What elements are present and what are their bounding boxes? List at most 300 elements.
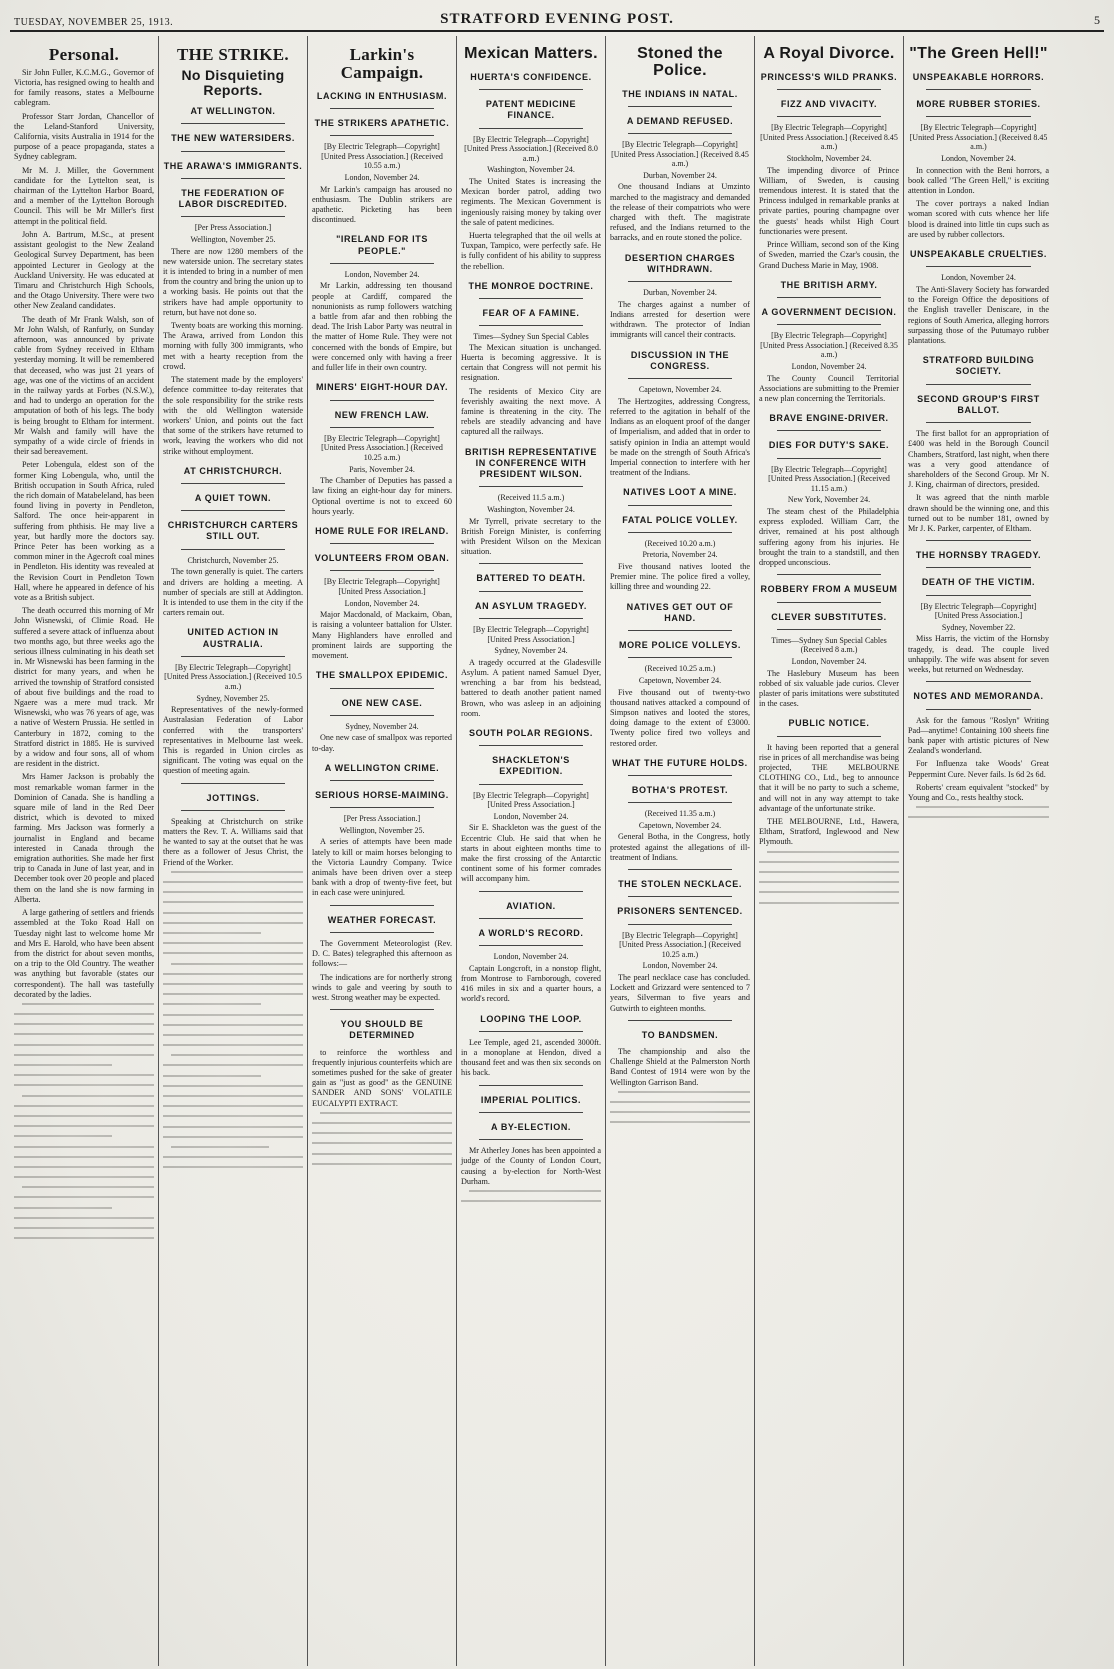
- article-paragraph: The cover portrays a naked Indian woman scored with cuts whence her life blood is drained into little tin cups such as are used by rubber collectors.: [908, 199, 1049, 239]
- article-paragraph: One thousand Indians at Umzinto marched to the magistracy and demanded the release of their compatriots who were charged with theft. The magistrate refused, and the Indians returned to the barracks, and en route stoned the police.: [610, 182, 750, 243]
- text-line: [759, 902, 899, 904]
- article-paragraph: The town generally is quiet. The carters and drivers are holding a meeting. A number of specials are still at Addington. It is intended to use them in the city if the carters remain out.: [163, 567, 303, 618]
- divider: [330, 715, 434, 716]
- divider: [926, 567, 1031, 568]
- text-line: [610, 1101, 750, 1103]
- article-paragraph: The residents of Mexico City are feverishly awaiting the next move. A famine is threatening in the city. The rebels are steadily advancing and have captured all the railways.: [461, 386, 601, 437]
- section-headline: UNSPEAKABLE HORRORS.: [912, 71, 1045, 82]
- page-number: 5: [1094, 13, 1100, 27]
- column-1: [10, 36, 159, 1666]
- divider: [479, 618, 583, 619]
- dateline: London, November 24.: [344, 269, 420, 279]
- article-paragraph: It having been reported that a general rise in prices of all merchandise was being projected, THE MELBOURNE CLOTHING CO., Ltd., beg to announce that it will be no party to such a scheme, and will not in any way attempt to take advantage of the unfortunate strike.: [759, 742, 899, 813]
- divider: [926, 709, 1031, 710]
- text-line: [163, 1024, 303, 1026]
- divider: [181, 483, 285, 484]
- columns: [10, 36, 1104, 1666]
- divider: [926, 422, 1031, 423]
- wire-source: [By Electric Telegraph—Copyright] [United Press Association.]: [324, 577, 440, 597]
- divider: [330, 905, 434, 906]
- divider: [777, 89, 881, 90]
- section-headline: PRISONERS SENTENCED.: [617, 906, 743, 917]
- article-paragraph: In connection with the Beni horrors, a book called "The Green Hell," is exciting attention in London.: [908, 165, 1049, 196]
- section-headline: A QUIET TOWN.: [194, 492, 272, 503]
- section-headline: "IRELAND FOR ITS PEOPLE.": [336, 234, 428, 256]
- divider: [479, 486, 583, 487]
- dateline: Sydney, November 24.: [345, 721, 419, 731]
- section-headline: THE INDIANS IN NATAL.: [622, 88, 738, 99]
- text-line: [14, 1166, 154, 1168]
- article-paragraph: Roberts' cream equivalent "stocked" by Young and Co., rests healthy stock.: [908, 782, 1049, 802]
- text-filler: [759, 851, 899, 904]
- section-headline: BRITISH REPRESENTATIVE IN CONFERENCE WITH PRESIDENT WILSON.: [465, 446, 597, 480]
- divider: [628, 657, 732, 658]
- issue-date: TUESDAY, NOVEMBER 25, 1913.: [14, 17, 174, 28]
- text-line: [14, 1207, 112, 1209]
- divider: [479, 918, 583, 919]
- divider: [330, 780, 434, 781]
- text-line: [163, 922, 303, 924]
- article-paragraph: Major Macdonald, of Mackairn, Oban, is raising a volunteer battalion for Ulster. Many Highlanders have enrolled and prominent lairds are supporting the movement.: [312, 610, 452, 661]
- divider: [777, 297, 881, 298]
- article-paragraph: Representatives of the newly-formed Australasian Federation of Labor conferred with the transporters' representatives in Melbourne last week. This is regarded in Union circles as significant. The voting was equal on the question of meeting again.: [163, 705, 303, 776]
- text-line: [163, 1136, 303, 1138]
- article-paragraph: Mr Larkin, addressing ten thousand people at Cardiff, compared the nonunionists as rump followers watching a battle from afar and then robbing the dead. The Irish Labor Party was neutral in the matter of Home Rule. They were not concerned with the bonds of Empire, but were concerned only with having a freer and fuller life in their own country.: [312, 281, 452, 373]
- divider: [628, 869, 732, 870]
- divider: [479, 1112, 583, 1113]
- divider: [926, 89, 1031, 90]
- divider: [479, 1085, 583, 1086]
- article-paragraph: Mr Larkin's campaign has aroused no enthusiasm. The Dublin strikers are apathetic. Picketing has been discontinued.: [312, 184, 452, 225]
- text-line: [14, 1176, 154, 1178]
- divider: [926, 384, 1031, 385]
- text-filler: [312, 1112, 452, 1165]
- divider: [479, 784, 583, 785]
- dateline: Capetown, November 24.: [638, 385, 722, 395]
- text-line: [312, 1132, 452, 1134]
- dateline: New York, November 24.: [787, 495, 871, 505]
- text-line: [14, 1044, 154, 1046]
- divider: [479, 1031, 583, 1032]
- text-line: [163, 1044, 303, 1046]
- divider: [330, 932, 434, 933]
- dateline: Durban, November 24.: [643, 170, 717, 180]
- divider: [479, 325, 583, 326]
- article-paragraph: to reinforce the worthless and frequently injurious counterfeits which are sometimes pushed for the sake of greater gain as "just as good" as the GENUINE SANDER AND SONS' VOLATILE EUCALYPTI EXTRACT.: [312, 1047, 452, 1108]
- text-filler: [14, 1003, 154, 1239]
- text-filler: [461, 1190, 601, 1202]
- section-headline: DESERTION CHARGES WITHDRAWN.: [624, 252, 736, 274]
- text-line: [163, 1085, 303, 1087]
- article-paragraph: Sir John Fuller, K.C.M.G., Governor of Victoria, has resigned owing to health and for family reasons, states a Melbourne cablegram.: [14, 67, 154, 108]
- divider: [628, 1020, 732, 1021]
- article-paragraph: The Anti-Slavery Society has forwarded to the Foreign Office the depositions of the English traveller Deniscare, in the regions of South America, alleging horrors surpassing those of the Putumayo rubber plantations.: [908, 284, 1049, 345]
- dateline: London, November 24.: [642, 961, 718, 971]
- text-line: [14, 1023, 154, 1025]
- section-headline: YOU SHOULD BE DETERMINED: [340, 1019, 424, 1041]
- section-headline: LACKING IN ENTHUSIASM.: [316, 90, 448, 101]
- divider: [926, 266, 1031, 267]
- section-headline: SERIOUS HORSE-MAIMING.: [315, 790, 449, 801]
- column-subheading: No Disquieting Reports.: [181, 66, 285, 98]
- text-line: [163, 901, 303, 903]
- dateline: London, November 24.: [791, 656, 867, 666]
- dateline: Washington, November 24.: [487, 165, 575, 175]
- text-line: [14, 1105, 154, 1107]
- divider: [479, 89, 583, 90]
- dateline: Capetown, November 24.: [638, 675, 722, 685]
- divider: [181, 151, 285, 152]
- article-paragraph: Captain Longcroft, in a nonstop flight, from Montrose to Farnborough, covered 416 miles in six and a quarter hours, a world's record.: [461, 963, 601, 1004]
- text-line: [908, 816, 1049, 818]
- text-filler: [908, 806, 1049, 818]
- text-line: [163, 993, 303, 995]
- text-line: [14, 1033, 154, 1035]
- text-line: [163, 1034, 303, 1036]
- divider: [330, 135, 434, 136]
- section-headline: A DEMAND REFUSED.: [626, 115, 734, 126]
- wire-source: [By Electric Telegraph—Copyright] [United Press Association.] (Received 8.45 a.m.): [611, 140, 749, 169]
- divider: [479, 563, 583, 564]
- column-heading: Stoned the Police.: [637, 45, 723, 79]
- article-paragraph: The Mexican situation is unchanged. Huerta is becoming aggressive. It is certain that Congress will not permit his resignation.: [461, 342, 601, 383]
- text-line: [22, 1186, 154, 1188]
- text-line: [171, 871, 303, 873]
- article-paragraph: One new case of smallpox was reported to-day.: [312, 733, 452, 753]
- text-line: [163, 952, 303, 954]
- wire-source: [By Electric Telegraph—Copyright] [United Press Association.] (Received 10.25 a.m.): [321, 433, 443, 462]
- section-headline: A GOVERNMENT DECISION.: [761, 306, 897, 317]
- article-paragraph: Ask for the famous "Roslyn" Writing Pad—anytime! Containing 100 sheets fine bank paper with artistic pictures of New Zealand's wonderland.: [908, 715, 1049, 756]
- article-paragraph: There are now 1280 members of the new waterside union. The secretary states it is intended to bring in a number of men from the country and bring the union up to a working basis. He points out that the strikers have had ample opportunity to return, but have not done so.: [163, 246, 303, 317]
- divider: [479, 128, 583, 129]
- divider: [330, 400, 434, 401]
- text-line: [163, 1115, 303, 1117]
- section-headline: STRATFORD BUILDING SOCIETY.: [922, 355, 1035, 377]
- article-paragraph: Huerta telegraphed that the oil wells at Tuxpan, Tampico, were perfectly safe. He is fully confident of his ability to suppress the rebellion.: [461, 230, 601, 271]
- divider: [181, 123, 285, 124]
- divider: [479, 891, 583, 892]
- divider: [926, 681, 1031, 682]
- section-headline: HOME RULE FOR IRELAND.: [315, 525, 449, 536]
- divider: [777, 574, 881, 575]
- dateline: Stockholm, November 24.: [786, 154, 872, 164]
- text-line: [163, 1003, 261, 1005]
- section-headline: THE HORNSBY TRAGEDY.: [915, 550, 1042, 561]
- text-line: [163, 1095, 303, 1097]
- text-line: [916, 806, 1049, 808]
- wire-source: [By Electric Telegraph—Copyright] [United Press Association.] (Received 11.15 a.m.): [768, 464, 890, 493]
- article-paragraph: A series of attempts have been made lately to kill or maim horses belonging to the Victoria Laundry Company. Twice animals have been driven over a steep bank with a drop of twenty-five feet, but in each case were uninjured.: [312, 837, 452, 898]
- masthead: [10, 6, 1104, 32]
- wire-source: [Per Press Association.]: [343, 814, 421, 824]
- article-paragraph: Prince William, second son of the King of Sweden, married the Czar's cousin, the Grand Duchess Marie in May, 1908.: [759, 240, 899, 270]
- section-headline: BRAVE ENGINE-DRIVER.: [769, 413, 889, 424]
- section-headline: BATTERED TO DEATH.: [476, 573, 586, 584]
- column-6: [755, 36, 904, 1666]
- section-headline: HUERTA'S CONFIDENCE.: [470, 71, 592, 82]
- section-headline: SOUTH POLAR REGIONS.: [468, 727, 593, 738]
- section-headline: CLEVER SUBSTITUTES.: [771, 611, 887, 622]
- divider: [479, 591, 583, 592]
- text-line: [163, 1126, 303, 1128]
- text-line: [759, 871, 899, 873]
- text-line: [469, 1190, 601, 1192]
- text-line: [14, 1135, 112, 1137]
- divider: [628, 896, 732, 897]
- article-paragraph: The Government Meteorologist (Rev. D. C. Bates) telegraphed this afternoon as follows:—: [312, 938, 452, 969]
- divider: [181, 178, 285, 179]
- dateline: Pretoria, November 24.: [642, 550, 718, 560]
- dateline: London, November 24.: [344, 598, 420, 608]
- dateline: Paris, November 24.: [349, 464, 415, 474]
- section-headline: THE NEW WATERSIDERS.: [171, 133, 295, 144]
- text-line: [759, 861, 899, 863]
- text-line: [22, 1095, 154, 1097]
- section-headline: UNSPEAKABLE CRUELTIES.: [909, 249, 1048, 260]
- section-headline: DIES FOR DUTY'S SAKE.: [768, 440, 890, 451]
- section-headline: UNITED ACTION IN AUSTRALIA.: [187, 627, 279, 649]
- dateline: London, November 24.: [791, 361, 867, 371]
- wire-source: [By Electric Telegraph—Copyright] [United Press Association.] (Received 8.45 a.m.): [760, 123, 898, 152]
- divider: [628, 505, 732, 506]
- wire-source: [By Electric Telegraph—Copyright] [United Press Association.] (Received 8.45 a.m.): [909, 123, 1048, 152]
- text-line: [320, 1112, 452, 1114]
- article-paragraph: Mr M. J. Miller, the Government candidate for the Lyttelton seat, is chairman of the Lyttelton Harbor Board, and a member of the Lyttelton Borough Council. This will be Mr Miller's first attempt in the political field.: [14, 165, 154, 226]
- divider: [628, 775, 732, 776]
- text-line: [163, 973, 303, 975]
- text-line: [312, 1122, 452, 1124]
- section-headline: ONE NEW CASE.: [341, 697, 423, 708]
- article-paragraph: The steam chest of the Philadelphia express exploded. William Carr, the driver, remained at his post although suffering agony from his injuries. He brought the train to a standstill, and then dropped unconscious.: [759, 507, 899, 568]
- dateline: Christchurch, November 25.: [187, 555, 279, 565]
- article-paragraph: The charges against a number of Indians arrested for desertion were withdrawn. The protector of Indian immigrants will cancel their contracts.: [610, 299, 750, 340]
- text-line: [14, 1054, 154, 1056]
- text-line: [312, 1142, 452, 1144]
- divider: [777, 736, 881, 737]
- section-headline: THE STRIKERS APATHETIC.: [314, 117, 450, 128]
- text-line: [618, 1091, 750, 1093]
- wire-source: (Received 10.20 a.m.): [644, 538, 716, 548]
- article-paragraph: Peter Lobengula, eldest son of the former King Lobengula, who, until the British occupation in South Africa, ruled the rich domain of Matabeleland, has been found living in poverty in Pendleton, Salford. The once heir-apparent in suffering from phthisis. He may live a year, but hardly more the doctors say. Prince Peter has been working as a common miner in the Agecroft coal mines in Pendleton. His identity was revealed at the Revision Court in Pendleton Town Hall, where he appeared in defence of his vote as a British subject.: [14, 460, 154, 602]
- divider: [628, 106, 732, 107]
- article-paragraph: Speaking at Christchurch on strike matters the Rev. T. A. Williams said that he wanted to say at the outset that he was there as a follower of Jesus Christ, the Friend of the Worker.: [163, 816, 303, 867]
- text-line: [163, 1014, 303, 1016]
- section-headline: AT CHRISTCHURCH.: [183, 465, 283, 476]
- divider: [479, 745, 583, 746]
- divider: [628, 630, 732, 631]
- divider: [628, 133, 732, 134]
- section-headline: CHRISTCHURCH CARTERS STILL OUT.: [167, 520, 299, 542]
- dateline: Sydney, November 22.: [941, 622, 1016, 632]
- text-line: [610, 1111, 750, 1113]
- text-line: [461, 1200, 601, 1202]
- section-headline: VOLUNTEERS FROM OBAN.: [314, 553, 450, 564]
- divider: [330, 108, 434, 109]
- divider: [330, 263, 434, 264]
- divider: [181, 656, 285, 657]
- column-2: [159, 36, 308, 1666]
- section-headline: BOTHA'S PROTEST.: [631, 785, 729, 796]
- divider: [777, 458, 881, 459]
- section-headline: AVIATION.: [506, 900, 556, 911]
- text-line: [767, 851, 899, 853]
- article-paragraph: Mr Tyrrell, private secretary to the British Foreign Minister, is conferring with President Wilson on the Mexican situation.: [461, 516, 601, 557]
- text-line: [759, 881, 899, 883]
- column-7: [904, 36, 1053, 1666]
- wire-source: [By Electric Telegraph—Copyright] [United Press Association.]: [473, 624, 589, 644]
- section-headline: THE STOLEN NECKLACE.: [618, 879, 742, 890]
- text-line: [163, 932, 261, 934]
- column-3: [308, 36, 457, 1666]
- section-headline: AN ASYLUM TRAGEDY.: [475, 600, 587, 611]
- section-headline: A WELLINGTON CRIME.: [324, 762, 440, 773]
- text-line: [163, 983, 303, 985]
- article-paragraph: The indications are for northerly strong winds to gale and veering by south to west. Strong weather may be expected.: [312, 972, 452, 1002]
- article-paragraph: Five thousand out of twenty-two thousand natives attacked a compound of Simpson natives and looted the stores, doing damage to the extent of £3000. Twenty police fired two volleys and restored order.: [610, 687, 750, 748]
- text-line: [171, 1054, 303, 1056]
- section-headline: THE FEDERATION OF LABOR DISCREDITED.: [178, 187, 288, 210]
- text-line: [14, 1156, 154, 1158]
- text-line: [163, 1075, 261, 1077]
- divider: [777, 430, 881, 431]
- section-headline: DEATH OF THE VICTIM.: [921, 577, 1036, 588]
- divider: [330, 1009, 434, 1010]
- section-headline: DISCUSSION IN THE CONGRESS.: [630, 349, 730, 371]
- text-filler: [163, 871, 303, 1168]
- section-headline: MORE RUBBER STORIES.: [916, 99, 1041, 110]
- section-headline: THE BRITISH ARMY.: [780, 279, 878, 290]
- section-headline: MINERS' EIGHT-HOUR DAY.: [315, 382, 449, 393]
- divider: [479, 945, 583, 946]
- article-paragraph: General Botha, in the Congress, hotly protested against the allegations of ill-treatment of Indians.: [610, 832, 750, 862]
- article-paragraph: The County Council Territorial Associations are submitting to the Premier a new plan concerning the Territorials.: [759, 373, 899, 403]
- section-headline: FATAL POLICE VOLLEY.: [622, 514, 738, 525]
- section-headline: THE ARAWA'S IMMIGRANTS.: [163, 160, 303, 171]
- article-paragraph: A large gathering of settlers and friends assembled at the Toko Road Hall on Tuesday night last to welcome home Mr and Mrs E. Harold, who have been absent from the district for about seven months, on a trip to the Old Country. The weather was anything but favorable (states our correspondent). The hall was tastefully decorated by the ladies.: [14, 908, 154, 999]
- article-paragraph: The championship and also the Challenge Shield at the Palmerston North Band Contest of 1914 were won by the Wellington Garrison Band.: [610, 1047, 750, 1087]
- section-headline: JOTTINGS.: [206, 792, 260, 803]
- article-paragraph: The Chamber of Deputies has passed a law fixing an eight-hour day for miners. Optional overtime is not to exceed 60 hours yearly.: [312, 476, 452, 516]
- divider: [181, 216, 285, 217]
- section-headline: FEAR OF A FAMINE.: [482, 308, 580, 318]
- wire-source: (Received 11.35 a.m.): [644, 809, 716, 819]
- dateline: Washington, November 24.: [487, 505, 575, 515]
- article-paragraph: The United States is increasing the Mexican border patrol, adding two regiments. The Mexican Government is ingeniously raising money by taking over the sale of patent medicines.: [461, 176, 601, 227]
- wire-source: [By Electric Telegraph—Copyright] [United Press Association.] (Received 8.35 a.m.): [760, 331, 898, 360]
- dateline: Sydney, November 25.: [196, 693, 270, 703]
- newspaper-title: STRATFORD EVENING POST.: [440, 11, 674, 27]
- wire-source: (Received 10.25 a.m.): [644, 664, 716, 674]
- text-line: [22, 1003, 154, 1005]
- text-line: [14, 1196, 154, 1198]
- column-heading: THE STRIKE.: [177, 45, 289, 64]
- article-paragraph: A tragedy occurred at the Gladesville Asylum. A patient named Samuel Dyer, wrenching a bar from his bedstead, battered to death another patient named Brown, who was asleep in an adjoining room.: [461, 657, 601, 718]
- column-4: [457, 36, 606, 1666]
- article-paragraph: The impending divorce of Prince William, of Sweden, is causing tremendous interest. It is stated that the Princess indulged in remarkable pranks at private parties, pouring champagne over the guests' heads whilst High Court functionaries were present.: [759, 165, 899, 236]
- section-headline: NOTES AND MEMORANDA.: [913, 691, 1044, 702]
- dateline: London, November 24.: [493, 811, 569, 821]
- text-line: [14, 1125, 154, 1127]
- text-line: [14, 1217, 154, 1219]
- divider: [628, 924, 732, 925]
- section-headline: THE SMALLPOX EPIDEMIC.: [315, 670, 449, 681]
- article-paragraph: Twenty boats are working this morning. The Arawa, arrived from London this morning with fully 300 immigrants, who met with a hearty reception from the crowd.: [163, 321, 303, 371]
- text-line: [163, 1105, 303, 1107]
- divider: [330, 807, 434, 808]
- section-headline: PATENT MEDICINE FINANCE.: [485, 99, 577, 121]
- divider: [628, 378, 732, 379]
- divider: [628, 802, 732, 803]
- dateline: Sydney, November 24.: [494, 646, 568, 656]
- section-headline: PUBLIC NOTICE.: [788, 718, 870, 729]
- section-headline: FIZZ AND VIVACITY.: [780, 99, 878, 110]
- text-line: [163, 1156, 303, 1158]
- text-line: [14, 1084, 154, 1086]
- article-paragraph: Sir E. Shackleton was the guest of the Eccentric Club. He said that when he starts in about eighteen months time to make the first crossing of the Antarctic continent some of his former comrades will accompany him.: [461, 823, 601, 884]
- divider: [777, 629, 881, 630]
- section-headline: PRINCESS'S WILD PRANKS.: [760, 71, 898, 82]
- divider: [926, 540, 1031, 541]
- section-headline: NATIVES LOOT A MINE.: [623, 487, 737, 498]
- column-5: [606, 36, 755, 1666]
- divider: [330, 543, 434, 544]
- text-line: [14, 1227, 154, 1229]
- article-paragraph: Mrs Hamer Jackson is probably the most remarkable woman farmer in the Dominion of Canada. She is handling a square mile of land in the Red Deer district, which is devoted to mixed farming. Mrs Jackson was formerly a journalist in England and became interested in Canada through the emigration authorities. She made her first trip to Canada in June of last year, and in December took over 20 people and placed them on the land she is now farming in Alberta.: [14, 772, 154, 904]
- text-filler: [610, 1091, 750, 1124]
- section-headline: A WORLD'S RECORD.: [478, 927, 584, 938]
- article-paragraph: The statement made by the employers' defence committee to-day reiterates that the sole responsibility for the strike rests with the old Wellington waterside workers' Union, and points out the fact that some of the strikers have returned to work, leaving the workers who did not strike without employment.: [163, 375, 303, 456]
- section-headline: SECOND GROUP'S FIRST BALLOT.: [917, 393, 1040, 415]
- section-headline: NEW FRENCH LAW.: [334, 409, 430, 420]
- wire-source: [By Electric Telegraph—Copyright] [United Press Association.] (Received 10.25 a.m.): [619, 930, 741, 959]
- section-headline: WEATHER FORECAST.: [327, 914, 437, 925]
- column-heading: "The Green Hell!": [909, 45, 1048, 62]
- text-line: [163, 912, 303, 914]
- text-line: [163, 1166, 303, 1168]
- text-line: [171, 1146, 269, 1148]
- dateline: London, November 24.: [941, 273, 1016, 283]
- wire-source: [By Electric Telegraph—Copyright] [United Press Association.]: [473, 790, 589, 810]
- text-line: [163, 942, 303, 944]
- divider: [628, 281, 732, 282]
- dateline: Wellington, November 25.: [190, 235, 276, 245]
- article-paragraph: The death of Mr Frank Walsh, son of Mr John Walsh, of Ranfurly, on Sunday afternoon, was announced by private cable from Sydney received in Eltham yesterday morning. It will be remembered that deceased, who was just 21 years of age, was one of the victims of an accident in the railway yards at Forbes (N.S.W.), and had to undergo an operation for the amputation of both of his legs. The body is being brought to Eltham for interment. Mr Walsh and family will have the sympathy of a wide circle of friends in their sad bereavement.: [14, 314, 154, 457]
- divider: [479, 1139, 583, 1140]
- article-paragraph: THE MELBOURNE, Ltd., Hawera, Eltham, Stratford, Inglewood and New Plymouth.: [759, 817, 899, 847]
- wire-source: [Per Press Association.]: [194, 223, 272, 233]
- section-headline: NATIVES GET OUT OF HAND.: [626, 601, 734, 623]
- divider: [330, 688, 434, 689]
- article-paragraph: John A. Bartrum, M.Sc., at present assistant geologist to the New Zealand Geological Survey Department, has been appointed Lecturer in Geology at the Auckland University. He was educated at Timaru and Christchurch High Schools, and the Otago University. There were two other New Zealand candidates.: [14, 229, 154, 311]
- column-heading: A Royal Divorce.: [763, 45, 895, 62]
- divider: [330, 427, 434, 428]
- wire-source: Times—Sydney Sun Special Cables: [473, 332, 589, 342]
- article-paragraph: The Hertzogites, addressing Congress, referred to the agitation in behalf of the Indians as an eloquent proof of the danger of Imperialism, and added that in order to satisfy opinion in India an attempt would be made on the strength of South Africa's Imperial connection to interfere with her treatment of the Indians.: [610, 396, 750, 478]
- article-paragraph: Lee Temple, aged 21, ascended 3000ft. in a monoplane at Hendon, dived a thousand feet and was then six seconds on his back.: [461, 1037, 601, 1078]
- divider: [628, 532, 732, 533]
- section-headline: WHAT THE FUTURE HOLDS.: [612, 757, 748, 768]
- divider: [181, 510, 285, 511]
- text-line: [163, 881, 303, 883]
- section-headline: AT WELLINGTON.: [190, 106, 276, 117]
- column-heading: Larkin's Campaign.: [340, 45, 424, 82]
- section-headline: ROBBERY FROM A MUSEUM: [760, 584, 898, 595]
- text-line: [14, 1064, 112, 1066]
- article-paragraph: The first ballot for an appropriation of £400 was held in the Borough Council Chambers, Stratford, last night, when there was a very good attendance of shareholders of the Second Group. Mr N. J. King, chairman of directors, presided.: [908, 429, 1049, 490]
- divider: [181, 783, 285, 784]
- wire-source: (Received 11.5 a.m.): [497, 493, 565, 503]
